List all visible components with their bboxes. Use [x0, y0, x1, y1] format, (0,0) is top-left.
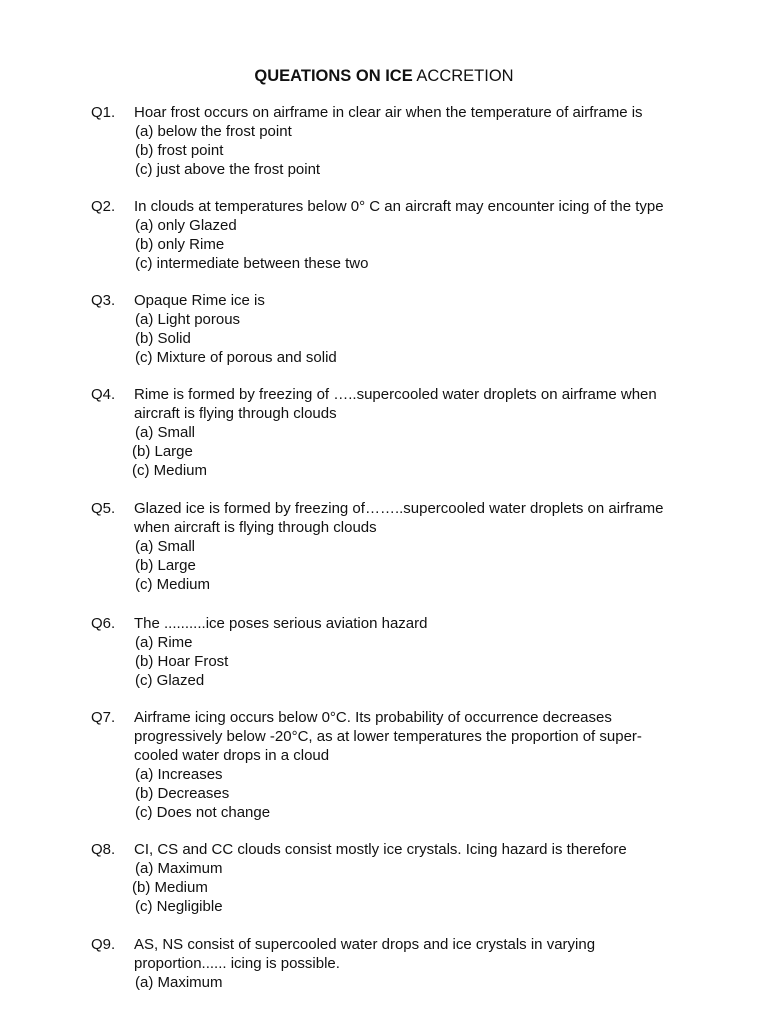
- answer-option: (a) Light porous: [135, 311, 241, 328]
- answer-option: (c) Negligible: [135, 898, 223, 915]
- answer-option: (a) below the frost point: [135, 123, 292, 140]
- answer-option: (a) Rime: [135, 634, 193, 651]
- question-number: Q1.: [91, 104, 116, 121]
- answer-option: (c) Does not change: [135, 804, 271, 821]
- answer-option: (a) Small: [135, 538, 196, 555]
- question-number: Q7.: [91, 709, 116, 726]
- question-number: Q3.: [91, 292, 116, 309]
- answer-option: (b) Solid: [135, 330, 191, 347]
- question-number: Q6.: [91, 615, 116, 632]
- answer-option: (a) Maximum: [135, 860, 223, 877]
- question-item: [91, 197, 691, 273]
- answer-option: (b) Large: [135, 557, 196, 574]
- question-text: The ..........ice poses serious aviation hazard: [134, 615, 428, 632]
- answer-option: (a) Maximum: [135, 974, 223, 991]
- question-text: Airframe icing occurs below 0°C. Its probability of occurrence decreases progressively below -20°C, as at lower temperatures the proportion of super-cooled water drops in a cloud: [134, 709, 642, 764]
- title-bold-part: QUEATIONS ON ICE: [254, 67, 413, 85]
- question-item: [91, 708, 691, 822]
- answer-option: (b) frost point: [135, 142, 224, 159]
- question-item: [91, 840, 691, 916]
- answer-option: (c) just above the frost point: [135, 161, 321, 178]
- question-list: [91, 103, 691, 992]
- title-normal-part: ACCRETION: [412, 67, 514, 85]
- answer-option: (b) only Rime: [135, 236, 225, 253]
- question-text: Glazed ice is formed by freezing of……..supercooled water droplets on airframe when aircraft is flying through clouds: [134, 500, 664, 536]
- question-text: Opaque Rime ice is: [134, 292, 265, 309]
- answer-option: (b) Decreases: [135, 785, 230, 802]
- question-number: Q2.: [91, 198, 116, 215]
- answer-option: (c) intermediate between these two: [135, 255, 369, 272]
- question-item: [91, 103, 691, 179]
- answer-option: (b) Medium: [132, 879, 208, 896]
- answer-option: (b) Hoar Frost: [135, 653, 229, 670]
- question-number: Q8.: [91, 841, 116, 858]
- question-text: Hoar frost occurs on airframe in clear air when the temperature of airframe is: [134, 104, 643, 121]
- question-text: In clouds at temperatures below 0° C an aircraft may encounter icing of the type: [134, 198, 664, 215]
- answer-option: (c) Mixture of porous and solid: [135, 349, 337, 366]
- question-item: [91, 291, 691, 367]
- answer-option: (a) Increases: [135, 766, 223, 783]
- question-number: Q5.: [91, 500, 116, 517]
- answer-option: (c) Medium: [135, 576, 211, 593]
- question-number: Q4.: [91, 386, 116, 403]
- question-text: AS, NS consist of supercooled water drops and ice crystals in varying proportion...... icing is possible.: [134, 936, 596, 972]
- question-number: Q9.: [91, 936, 116, 953]
- answer-option: (c) Medium: [132, 462, 208, 479]
- answer-option: (b) Large: [132, 443, 193, 460]
- answer-option: (a) only Glazed: [135, 217, 237, 234]
- answer-option: (c) Glazed: [135, 672, 205, 689]
- question-item: [91, 499, 691, 594]
- question-item: [91, 385, 691, 480]
- question-text: Rime is formed by freezing of …..supercooled water droplets on airframe when aircraft is flying through clouds: [134, 386, 657, 422]
- page-title: [0, 66, 768, 86]
- question-item: [91, 614, 691, 690]
- question-item: [91, 935, 691, 992]
- answer-option: (a) Small: [135, 424, 196, 441]
- question-text: CI, CS and CC clouds consist mostly ice crystals. Icing hazard is therefore: [134, 841, 627, 858]
